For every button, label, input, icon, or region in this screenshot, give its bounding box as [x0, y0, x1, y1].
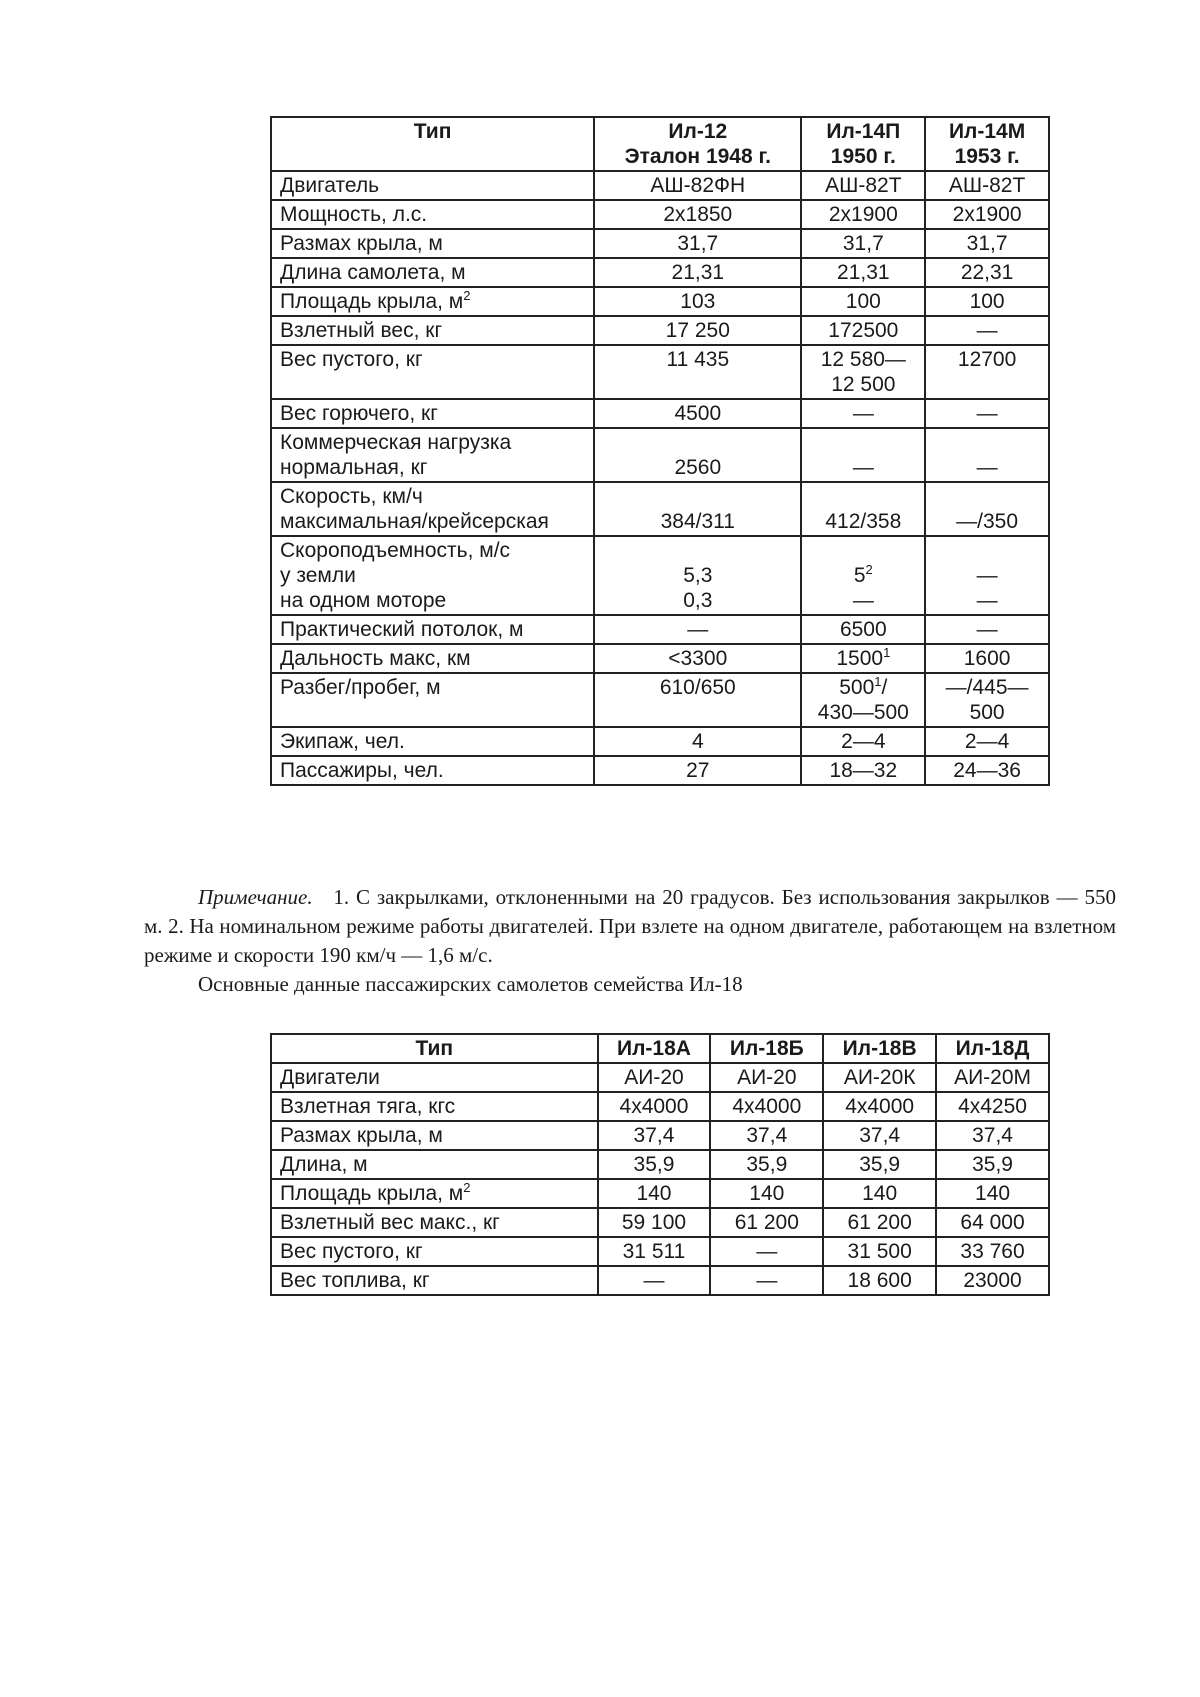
footnote-paragraph [144, 883, 1116, 970]
table-row [271, 536, 1049, 615]
superscript: 2 [463, 288, 471, 303]
cell-value: — [801, 428, 925, 482]
cell-value: АИ-20М [936, 1063, 1049, 1092]
header-il18a: Ил-18А [598, 1034, 711, 1063]
row-label: Взлетный вес, кг [271, 316, 594, 345]
cell-value: <3300 [594, 644, 801, 673]
superscript: 2 [865, 562, 873, 577]
cell-value: 140 [823, 1179, 936, 1208]
table-row [271, 200, 1049, 229]
aircraft-specs-table-il18 [270, 1033, 1050, 1296]
cell-value: АШ-82ФН [594, 171, 801, 200]
row-label: Разбег/пробег, м [271, 673, 594, 727]
cell-value: 2x1900 [801, 200, 925, 229]
cell-value: 2—4 [801, 727, 925, 756]
cell-value: — [594, 615, 801, 644]
row-label: Практический потолок, м [271, 615, 594, 644]
cell-value: 172500 [801, 316, 925, 345]
cell-value: 6500 [801, 615, 925, 644]
cell-value: 21,31 [801, 258, 925, 287]
table-row [271, 316, 1049, 345]
cell-value: — — [925, 536, 1049, 615]
row-label: Вес пустого, кг [271, 345, 594, 399]
aircraft-specs-table-il12-il14 [270, 116, 1050, 786]
cell-value: АШ-82Т [801, 171, 925, 200]
cell-value: 31,7 [594, 229, 801, 258]
row-label-text: Площадь крыла, м [280, 290, 464, 313]
table-row [271, 644, 1049, 673]
cell-value: 5,3 0,3 [594, 536, 801, 615]
cell-value: 140 [710, 1179, 823, 1208]
table-row [271, 673, 1049, 727]
table-row [271, 345, 1049, 399]
cell-value: 412/358 [801, 482, 925, 536]
header-il18d: Ил-18Д [936, 1034, 1049, 1063]
cell-value: 18—32 [801, 756, 925, 785]
table-row [271, 615, 1049, 644]
cell-value: 4 [594, 727, 801, 756]
row-label: Вес пустого, кг [271, 1237, 598, 1266]
cell-value: — [925, 399, 1049, 428]
row-label: Двигатель [271, 171, 594, 200]
table-row [271, 1092, 1049, 1121]
table-row [271, 171, 1049, 200]
table-row [271, 287, 1049, 316]
header-il14p: Ил-14П 1950 г. [801, 117, 925, 171]
cell-value-main: 1500 [836, 647, 884, 670]
table-row [271, 1237, 1049, 1266]
cell-value: — [925, 316, 1049, 345]
table-row [271, 1150, 1049, 1179]
cell-value: 37,4 [598, 1121, 711, 1150]
cell-value: 64 000 [936, 1208, 1049, 1237]
table-row [271, 399, 1049, 428]
cell-value: 31 511 [598, 1237, 711, 1266]
cell-value: 4500 [594, 399, 801, 428]
cell-value: 61 200 [823, 1208, 936, 1237]
row-label: Скорость, км/ч максимальная/крейсерская [271, 482, 594, 536]
cell-value: АИ-20 [710, 1063, 823, 1092]
row-label: Вес горючего, кг [271, 399, 594, 428]
cell-value: 35,9 [823, 1150, 936, 1179]
cell-value: 37,4 [823, 1121, 936, 1150]
cell-value: 37,4 [936, 1121, 1049, 1150]
cell-value: —/350 [925, 482, 1049, 536]
cell-value: 35,9 [710, 1150, 823, 1179]
cell-value: 33 760 [936, 1237, 1049, 1266]
cell-value: — [925, 615, 1049, 644]
cell-value: 2x1900 [925, 200, 1049, 229]
header-il12: Ил-12 Эталон 1948 г. [594, 117, 801, 171]
table-row [271, 482, 1049, 536]
cell-value: 2x1850 [594, 200, 801, 229]
cell-value: 35,9 [936, 1150, 1049, 1179]
cell-value: 37,4 [710, 1121, 823, 1150]
cell-value: 2—4 [925, 727, 1049, 756]
row-label: Взлетная тяга, кгс [271, 1092, 598, 1121]
cell-value: 610/650 [594, 673, 801, 727]
row-label [271, 287, 594, 316]
cell-value-rest: / 430—500 [817, 676, 909, 724]
table-row [271, 1266, 1049, 1295]
cell-value: 12 580— 12 500 [801, 345, 925, 399]
cell-value: 4x4000 [598, 1092, 711, 1121]
cell-value: 4x4000 [710, 1092, 823, 1121]
row-label: Длина самолета, м [271, 258, 594, 287]
cell-value: 12700 [925, 345, 1049, 399]
cell-value: — [925, 428, 1049, 482]
table-row [271, 229, 1049, 258]
cell-value: 140 [936, 1179, 1049, 1208]
cell-value: 22,31 [925, 258, 1049, 287]
row-label [271, 1179, 598, 1208]
row-label: Взлетный вес макс., кг [271, 1208, 598, 1237]
note-label: Примечание. [198, 885, 313, 909]
cell-value: —/445— 500 [925, 673, 1049, 727]
cell-value: 24—36 [925, 756, 1049, 785]
cell-value: 23000 [936, 1266, 1049, 1295]
table-header-row [271, 117, 1049, 171]
table-row [271, 727, 1049, 756]
cell-value: 18 600 [823, 1266, 936, 1295]
cell-value: — [801, 399, 925, 428]
cell-value: — [710, 1237, 823, 1266]
cell-value: АИ-20К [823, 1063, 936, 1092]
cell-value: 31,7 [801, 229, 925, 258]
cell-value: 103 [594, 287, 801, 316]
cell-value: — [710, 1266, 823, 1295]
cell-value: АШ-82Т [925, 171, 1049, 200]
row-label: Скороподъемность, м/с у земли на одном моторе [271, 536, 594, 615]
cell-value: 1600 [925, 644, 1049, 673]
row-label: Пассажиры, чел. [271, 756, 594, 785]
cell-value-main: 5 [853, 564, 866, 587]
note-text: 1. С закрылками, отклоненными на 20 градусов. Без использования закрылков — 550 м. 2. На номинальном режиме работы двигателей. При взлете на одном двигателе, работающем на взлетном режиме и скорости 190 км/ч — 1,6 м/с. [144, 885, 1117, 967]
cell-value: 384/311 [594, 482, 801, 536]
cell-value [801, 536, 925, 615]
cell-value: 140 [598, 1179, 711, 1208]
table-row [271, 1121, 1049, 1150]
row-label: Экипаж, чел. [271, 727, 594, 756]
cell-value: 11 435 [594, 345, 801, 399]
cell-value: 4x4000 [823, 1092, 936, 1121]
row-label: Размах крыла, м [271, 229, 594, 258]
table-row [271, 428, 1049, 482]
cell-value: 27 [594, 756, 801, 785]
table-row [271, 1063, 1049, 1092]
row-label: Размах крыла, м [271, 1121, 598, 1150]
row-label: Длина, м [271, 1150, 598, 1179]
header-type: Тип [271, 1034, 598, 1063]
row-label: Дальность макс, км [271, 644, 594, 673]
cell-value: АИ-20 [598, 1063, 711, 1092]
table-row [271, 756, 1049, 785]
cell-value: — [598, 1266, 711, 1295]
header-il14m: Ил-14М 1953 г. [925, 117, 1049, 171]
superscript: 1 [883, 645, 891, 660]
header-il18b: Ил-18Б [710, 1034, 823, 1063]
row-label-text: Площадь крыла, м [280, 1182, 464, 1205]
cell-value: 61 200 [710, 1208, 823, 1237]
header-il18v: Ил-18В [823, 1034, 936, 1063]
header-type: Тип [271, 117, 594, 171]
table-row [271, 258, 1049, 287]
cell-value: 35,9 [598, 1150, 711, 1179]
cell-value: 2560 [594, 428, 801, 482]
row-label: Вес топлива, кг [271, 1266, 598, 1295]
cell-value: 4x4250 [936, 1092, 1049, 1121]
row-label: Двигатели [271, 1063, 598, 1092]
cell-value: 31,7 [925, 229, 1049, 258]
cell-value: 100 [925, 287, 1049, 316]
table-header-row [271, 1034, 1049, 1063]
cell-value: 31 500 [823, 1237, 936, 1266]
cell-value [801, 644, 925, 673]
table-caption: Основные данные пассажирских самолетов семейства Ил-18 [198, 972, 743, 996]
cell-value-dash: — [852, 589, 874, 612]
superscript: 1 [874, 674, 882, 689]
superscript: 2 [463, 1180, 471, 1195]
cell-value: 17 250 [594, 316, 801, 345]
row-label: Коммерческая нагрузка нормальная, кг [271, 428, 594, 482]
table-row [271, 1179, 1049, 1208]
cell-value: 59 100 [598, 1208, 711, 1237]
cell-value: 100 [801, 287, 925, 316]
cell-value-main: 500 [839, 676, 875, 699]
cell-value [801, 673, 925, 727]
cell-value: 21,31 [594, 258, 801, 287]
row-label: Мощность, л.с. [271, 200, 594, 229]
table-row [271, 1208, 1049, 1237]
